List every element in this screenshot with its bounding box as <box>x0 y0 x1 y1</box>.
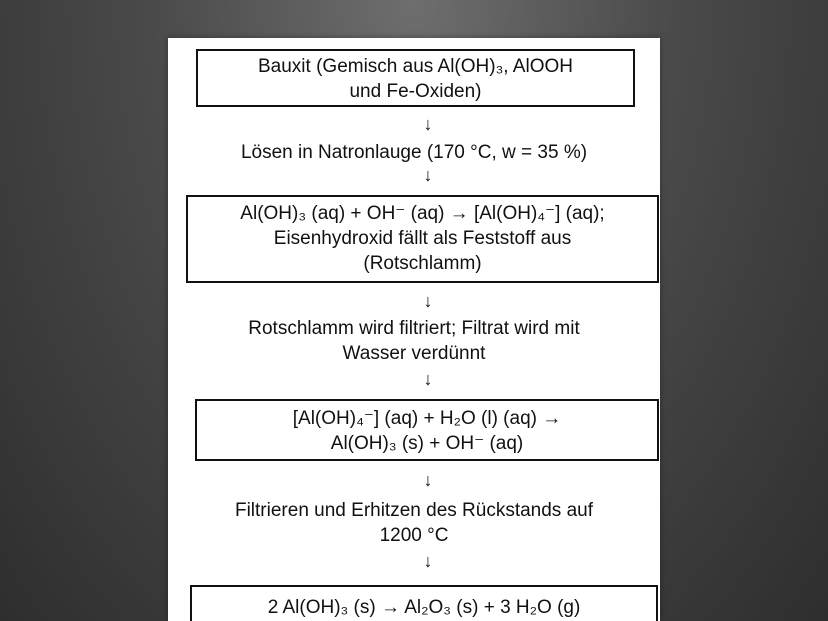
box-reaction-calcination <box>190 585 658 621</box>
box-reaction-dissolve-line3: (Rotschlamm) <box>363 253 482 274</box>
box-bauxite-line2: und Fe-Oxiden) <box>349 81 482 102</box>
step-filter-red-mud-line2: Wasser verdünnt <box>342 343 486 364</box>
flowchart-sheet <box>168 38 660 621</box>
arrow-down-icon: ↓ <box>423 165 433 185</box>
step-filter-red-mud-line1: Rotschlamm wird filtriert; Filtrat wird mit <box>248 318 580 339</box>
box-reaction-precipitate-line2: Al(OH)₃ (s) + OH⁻ (aq) <box>330 433 524 454</box>
arrow-down-icon: ↓ <box>423 470 433 490</box>
step-filter-red-mud <box>168 316 660 366</box>
box-reaction-dissolve <box>186 195 659 283</box>
arrow-down-icon: ↓ <box>423 114 433 134</box>
box-bauxite <box>196 49 635 107</box>
step-filter-heat-line2: 1200 °C <box>379 525 449 546</box>
box-reaction-calcination-line1: 2 Al(OH)₃ (s) → Al₂O₃ (s) + 3 H₂O (g) <box>267 597 581 618</box>
box-bauxite-line1: Bauxit (Gemisch aus Al(OH)₃, AlOOH <box>258 56 573 77</box>
box-reaction-dissolve-line1: Al(OH)₃ (aq) + OH⁻ (aq) → [Al(OH)₄⁻] (aq); <box>240 203 605 224</box>
box-reaction-dissolve-line2: Eisenhydroxid fällt als Feststoff aus <box>273 228 572 249</box>
arrow-down-icon: ↓ <box>423 291 433 311</box>
step-filter-heat <box>168 498 660 548</box>
box-reaction-precipitate <box>195 399 659 461</box>
step-filter-heat-line1: Filtrieren und Erhitzen des Rückstands auf <box>234 500 593 521</box>
arrow-down-icon: ↓ <box>423 551 433 571</box>
box-reaction-precipitate-line1: [Al(OH)₄⁻] (aq) + H₂O (l) (aq) → <box>292 408 562 429</box>
arrow-down-icon: ↓ <box>423 369 433 389</box>
step-dissolve: Lösen in Natronlauge (170 °C, w = 35 %) <box>240 142 588 163</box>
